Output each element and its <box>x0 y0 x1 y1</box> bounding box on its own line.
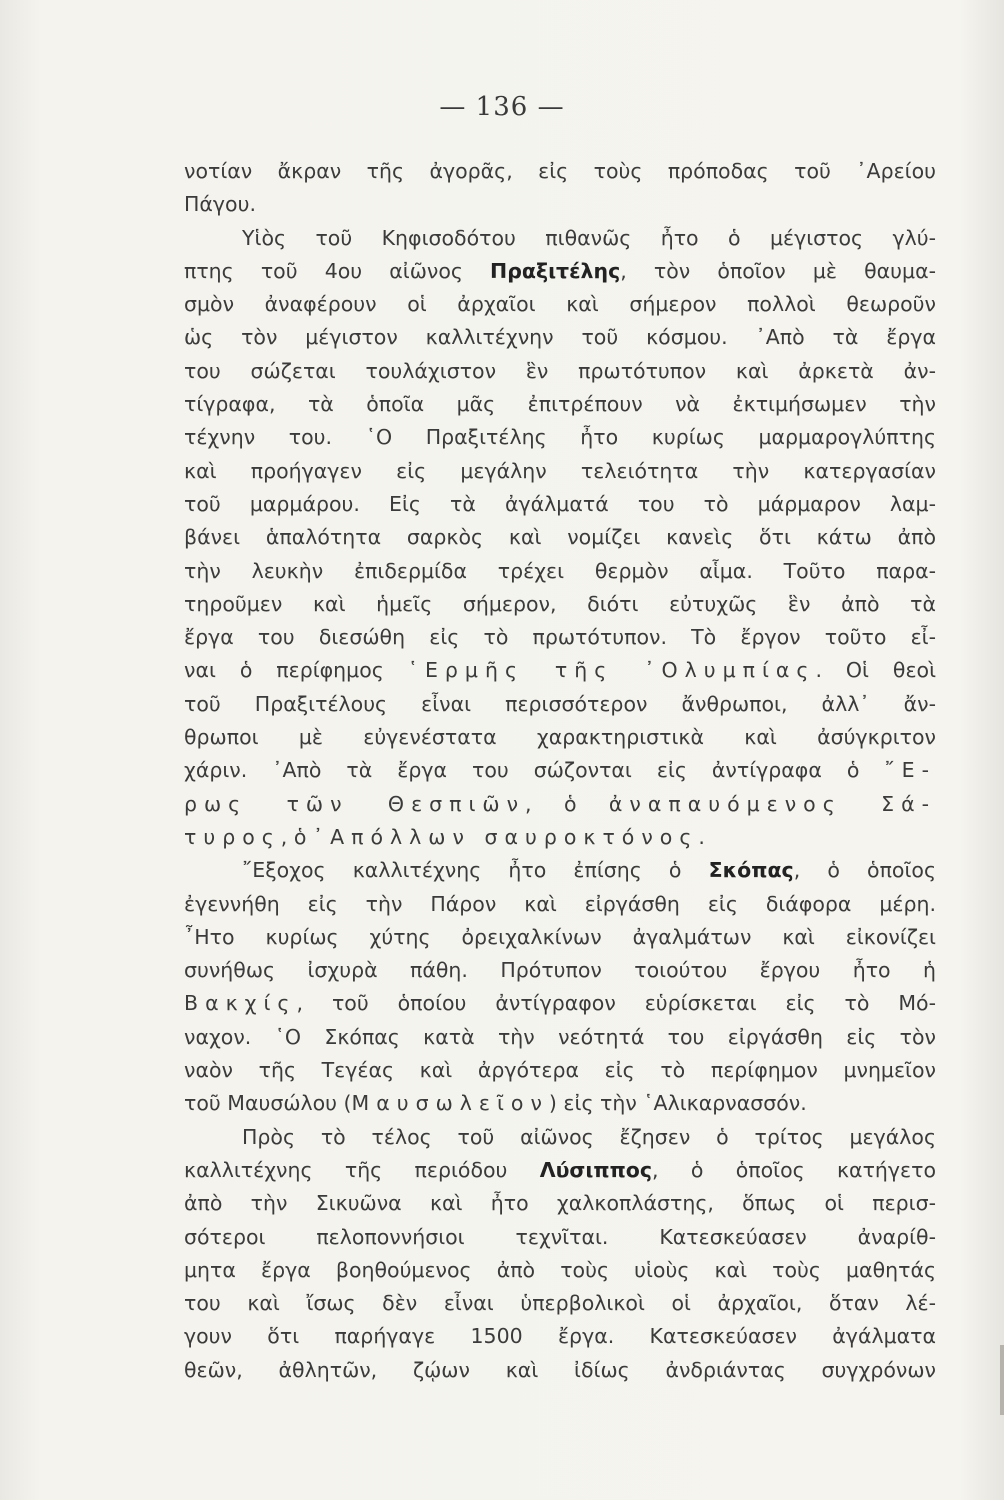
text-line <box>184 188 936 221</box>
text-run: ἐγεννήθη εἰς τὴν Πάρον καὶ εἰργάσθη εἰς διάφορα μέρη. <box>184 891 936 916</box>
text-line <box>184 888 936 921</box>
text-line <box>184 1254 936 1287</box>
text-run: τέχνην του. ῾Ο Πραξιτέλης ἦτο κυρίως μαρμαρογλύπτης <box>184 425 936 450</box>
page-number: — 136 — <box>439 92 565 122</box>
text-run: πτης τοῦ 4ου αἰῶνος <box>184 258 491 283</box>
text-line <box>184 1287 936 1320</box>
text-line <box>184 654 936 687</box>
text-run: νοτίαν ἄκραν τῆς ἀγορᾶς, εἰς τοὺς πρόποδας τοῦ ᾿Αρείου <box>184 159 936 183</box>
text-run: . <box>698 824 705 849</box>
text-line <box>184 1121 936 1154</box>
text-line <box>184 621 936 654</box>
spaced-title: ῾Ερμῆς τῆς ᾿Ολυμπίας <box>407 658 816 683</box>
text-line <box>184 788 936 821</box>
text-line <box>184 288 936 321</box>
bold-name: Σκόπας <box>708 858 794 883</box>
text-line <box>184 421 936 454</box>
bold-name: Πραξιτέλης <box>490 258 621 283</box>
text-run: Υἱὸς τοῦ Κηφισοδότου πιθανῶς ἦτο ὁ μέγιστος γλύ- <box>242 225 936 250</box>
text-run: , τοῦ ὁποίου ἀντίγραφον εὑρίσκεται εἰς τὸ Μό- <box>296 991 936 1016</box>
text-run: του καὶ ἴσως δὲν εἶναι ὑπερβολικοὶ οἱ ἀρχαῖοι, ὅταν λέ- <box>184 1291 936 1316</box>
text-line <box>184 1054 936 1087</box>
text-run: τοῦ μαρμάρου. Εἰς τὰ ἀγάλματά του τὸ μάρμαρον λαμ- <box>184 491 936 516</box>
text-line <box>184 688 936 721</box>
text-run: τοῦ Πραξιτέλους εἶναι περισσότερον ἄνθρωποι, ἀλλ᾿ ἄν- <box>184 691 936 716</box>
spaced-title: Βακχίς <box>184 991 297 1016</box>
text-run: σότεροι πελοποννήσιοι τεχνῖται. Κατεσκεύασεν ἀναρίθ- <box>184 1224 936 1249</box>
text-run: , ὁ <box>280 824 313 849</box>
text-run: ναι ὁ περίφημος <box>184 658 408 683</box>
text-line <box>184 355 936 388</box>
text-line <box>184 521 936 554</box>
text-line <box>184 954 936 987</box>
text-run: , ὁ ὁποῖος <box>793 858 936 883</box>
spaced-title: Μαυσωλεῖον <box>351 1091 549 1116</box>
text-line <box>184 588 936 621</box>
text-line <box>184 455 936 488</box>
text-run: , τὸν ὁποῖον μὲ θαυμα- <box>620 258 936 283</box>
bold-name: Λύσιππος <box>539 1157 653 1182</box>
spaced-title: ᾿Απόλλων σαυροκτόνος <box>312 824 699 849</box>
text-line <box>184 321 936 354</box>
text-line <box>184 987 936 1020</box>
body-text <box>184 155 936 1387</box>
text-line <box>184 1320 936 1353</box>
spaced-title: ρως τῶν Θεσπιῶν <box>184 791 526 816</box>
text-line <box>184 388 936 421</box>
text-run: . Οἱ θεοὶ <box>815 658 937 683</box>
text-line <box>184 488 936 521</box>
text-run: τοῦ Μαυσώλου ( <box>184 1091 352 1116</box>
text-line <box>184 1354 936 1387</box>
text-line <box>184 222 936 255</box>
text-line <box>184 1154 936 1187</box>
text-line <box>184 921 936 954</box>
text-line <box>184 155 936 188</box>
text-run: γουν ὅτι παρήγαγε 1500 ἔργα. Κατεσκεύασεν ἀγάλματα <box>184 1324 936 1349</box>
text-run: του σώζεται τουλάχιστον ἓν πρωτότυπον καὶ ἀρκετὰ ἀν- <box>184 358 936 383</box>
spaced-title: ἀναπαυόμενος Σά- <box>608 791 937 816</box>
text-run: σμὸν ἀναφέρουν οἱ ἀρχαῖοι καὶ σήμερον πολλοὶ θεωροῦν <box>184 292 936 317</box>
text-run: χάριν. ᾿Απὸ τὰ ἔργα του σώζονται εἰς ἀντίγραφα ὁ <box>184 758 885 783</box>
text-run: τίγραφα, τὰ ὁποῖα μᾶς ἐπιτρέπουν νὰ ἐκτιμήσωμεν τὴν <box>184 392 936 417</box>
text-run: ὡς τὸν μέγιστον καλλιτέχνην τοῦ κόσμου. ᾿Απὸ τὰ ἔργα <box>184 325 936 350</box>
text-run: ῎Εξοχος καλλιτέχνης ἦτο ἐπίσης ὁ <box>242 858 709 883</box>
spaced-title: ῎Ε- <box>884 758 936 783</box>
text-line <box>184 1021 936 1054</box>
text-run: ῏Ητο κυρίως χύτης ὀρειχαλκίνων ἀγαλμάτων καὶ εἰκονίζει <box>184 924 936 949</box>
text-run: Πρὸς τὸ τέλος τοῦ αἰῶνος ἔζησεν ὁ τρίτος μεγάλος <box>242 1124 936 1149</box>
text-line <box>184 555 936 588</box>
text-run: καλλιτέχνης τῆς περιόδου <box>184 1157 540 1182</box>
text-run: τὴν λευκὴν ἐπιδερμίδα τρέχει θερμὸν αἷμα. Τοῦτο παρα- <box>184 558 936 583</box>
text-run: συνήθως ἰσχυρὰ πάθη. Πρότυπον τοιούτου ἔργου ἦτο ἡ <box>184 958 936 983</box>
text-run: ναχον. ῾Ο Σκόπας κατὰ τὴν νεότητά του εἰργάσθη εἰς τὸν <box>184 1024 936 1049</box>
text-run: ) εἰς τὴν ῾Αλικαρνασσόν. <box>548 1091 807 1116</box>
text-line <box>184 721 936 754</box>
text-run: μητα ἔργα βοηθούμενος ἀπὸ τοὺς υἱοὺς καὶ τοὺς μαθητάς <box>184 1257 936 1282</box>
text-line <box>184 754 936 787</box>
text-run: Πάγου. <box>184 192 256 217</box>
text-run: βάνει ἁπαλότητα σαρκὸς καὶ νομίζει κανεὶς ὅτι κάτω ἀπὸ <box>184 525 936 550</box>
text-line <box>184 1221 936 1254</box>
text-line <box>184 854 936 887</box>
text-line <box>184 821 936 854</box>
page-edge-mark <box>1000 1345 1004 1415</box>
text-run: ἀπὸ τὴν Σικυῶνα καὶ ἦτο χαλκοπλάστης, ὅπως οἱ περισ- <box>184 1191 936 1216</box>
text-run: ἔργα του διεσώθη εἰς τὸ πρωτότυπον. Τὸ ἔργον τοῦτο εἶ- <box>184 625 936 650</box>
text-run: θρωποι μὲ εὐγενέστατα χαρακτηριστικὰ καὶ ἀσύγκριτον <box>184 725 936 750</box>
text-run: καὶ προήγαγεν εἰς μεγάλην τελειότητα τὴν κατεργασίαν <box>184 458 936 483</box>
text-run: , ὁ <box>525 791 609 816</box>
text-run: θεῶν, ἀθλητῶν, ζῴων καὶ ἰδίως ἀνδριάντας συγχρόνων <box>184 1357 936 1382</box>
spaced-title: τυρος <box>184 824 281 849</box>
text-line <box>184 1087 936 1120</box>
text-line <box>184 1187 936 1220</box>
text-run: τηροῦμεν καὶ ἡμεῖς σήμερον, διότι εὐτυχῶς ἓν ἀπὸ τὰ <box>184 591 936 616</box>
text-run: ναὸν τῆς Τεγέας καὶ ἀργότερα εἰς τὸ περίφημον μνημεῖον <box>184 1058 936 1083</box>
text-run: , ὁ ὁποῖος κατήγετο <box>652 1157 937 1182</box>
text-line <box>184 255 936 288</box>
